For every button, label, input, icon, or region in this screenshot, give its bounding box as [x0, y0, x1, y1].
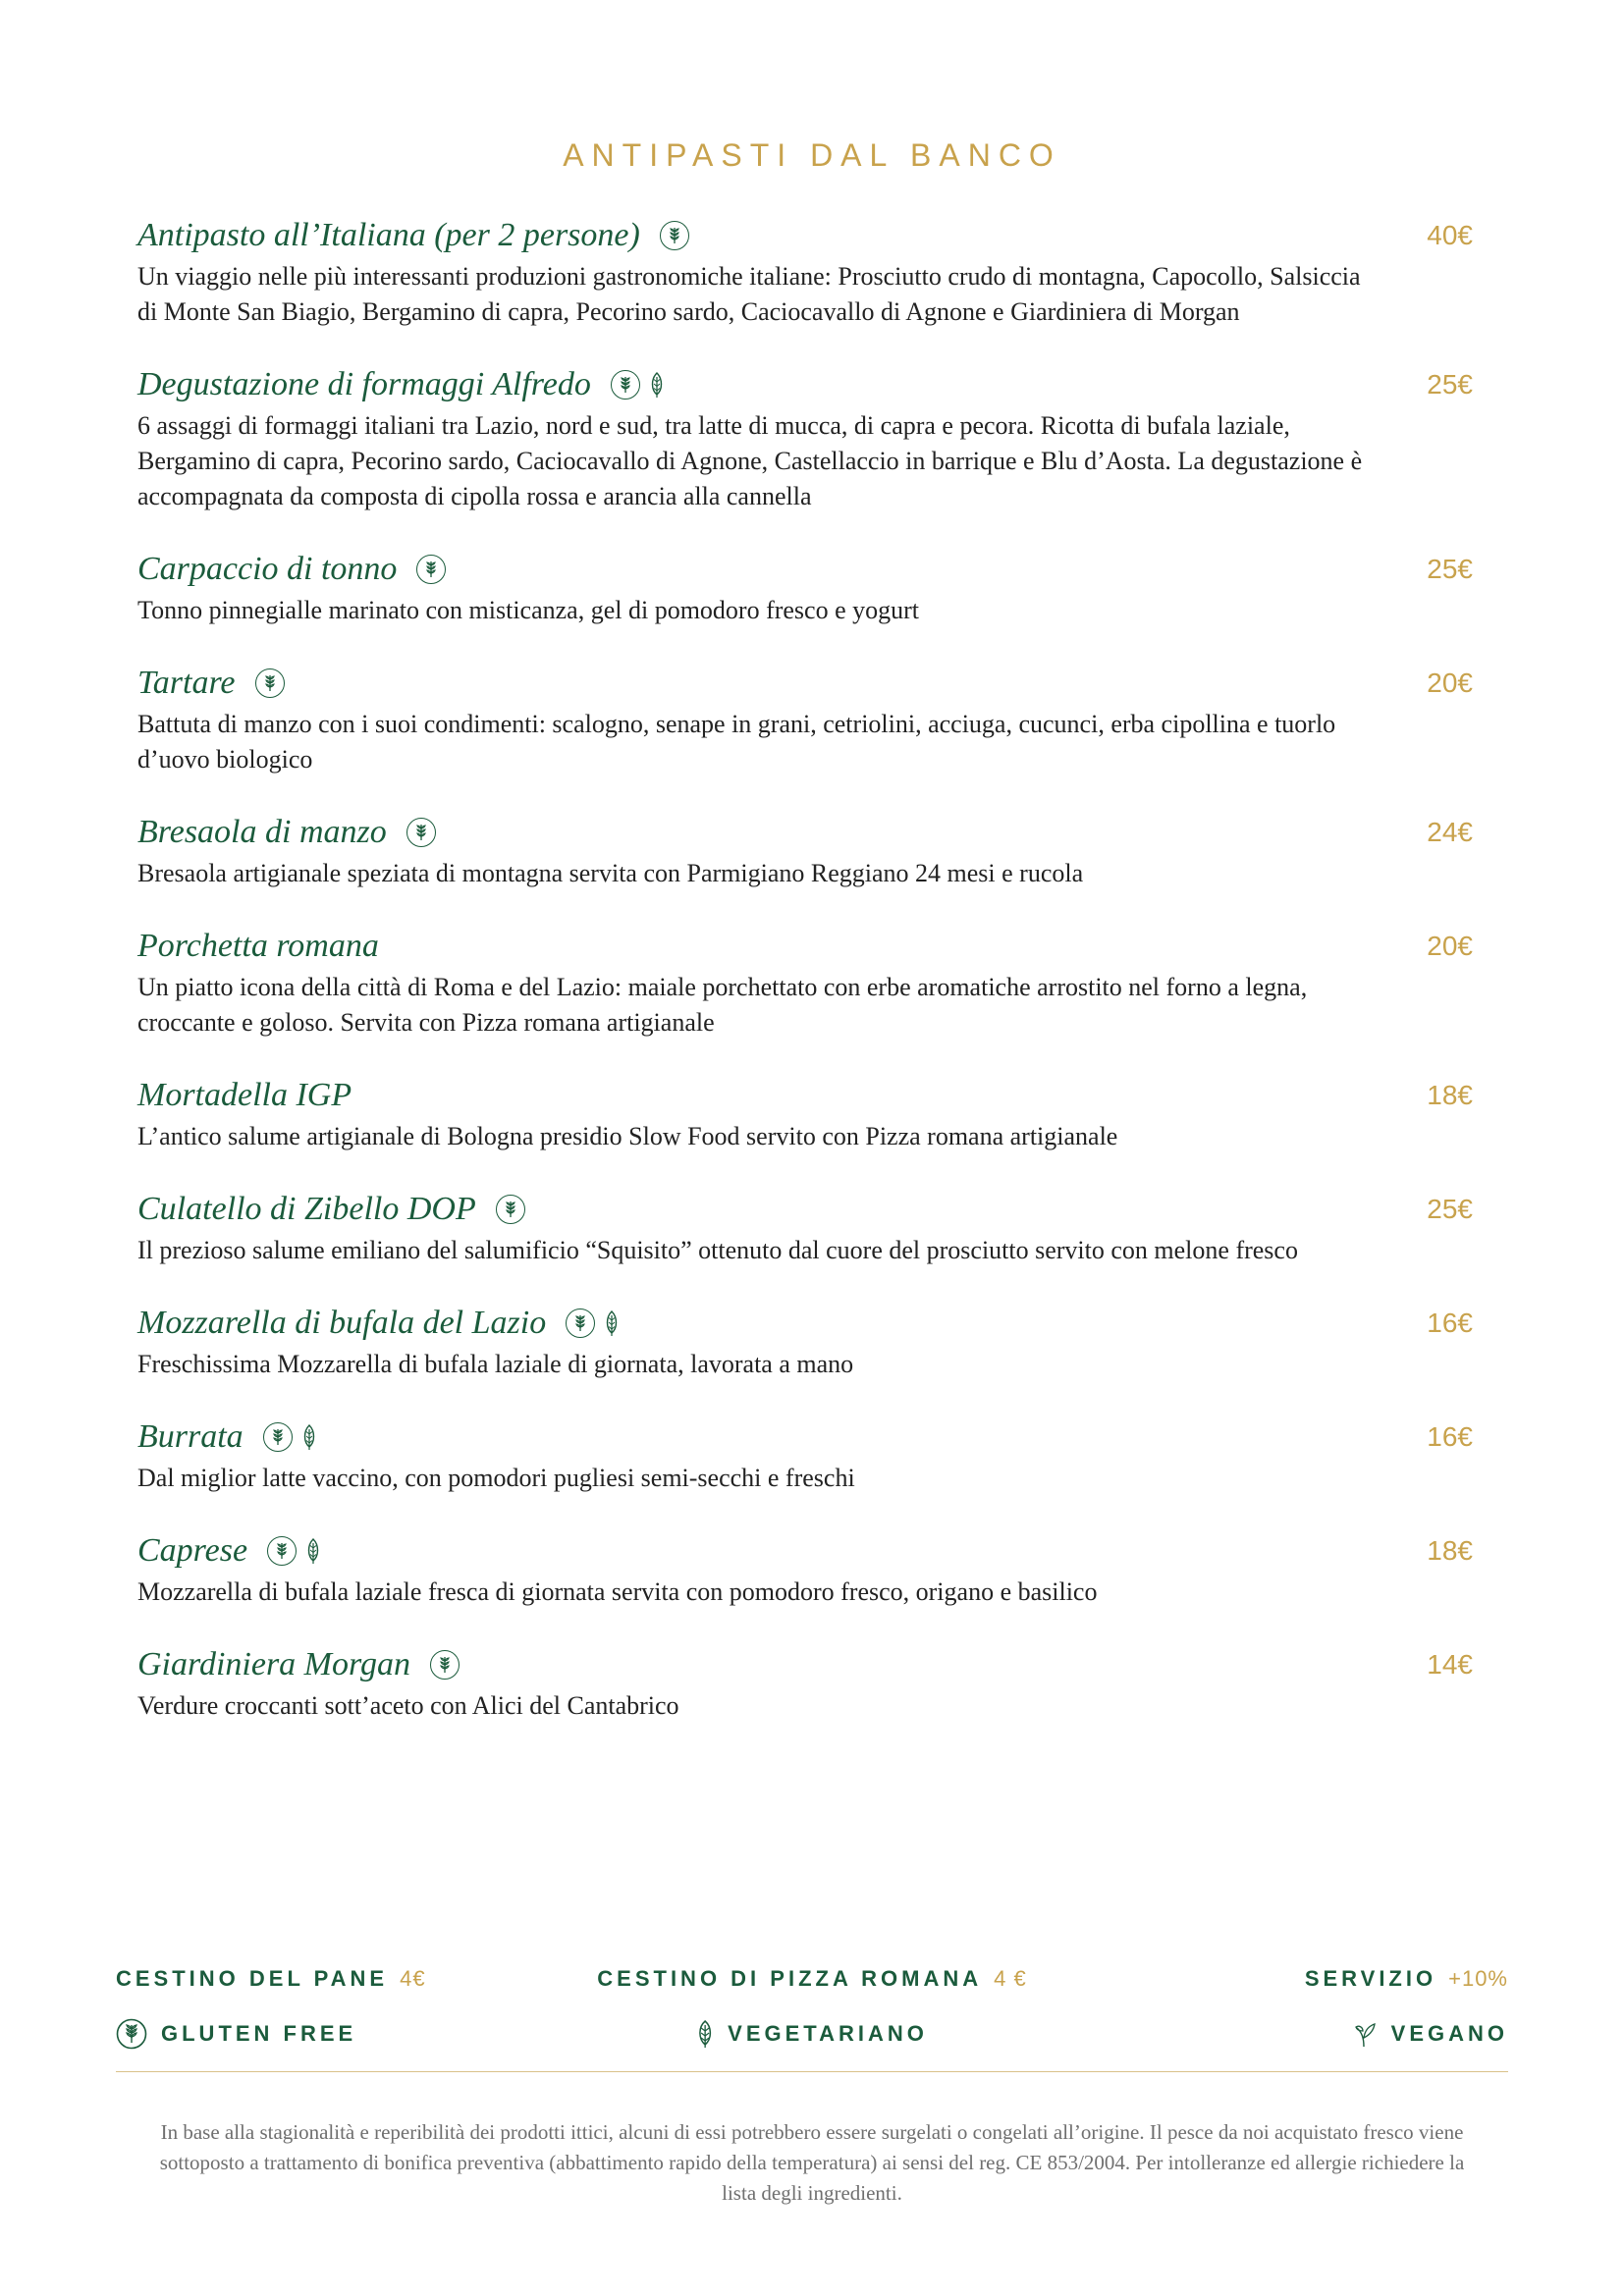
menu-item-description: Il prezioso salume emiliano del salumificio “Squisito” ottenuto dal cuore del prosciutto servito con melone fresco	[137, 1236, 1298, 1264]
menu-item-price: 14€	[1427, 1649, 1473, 1680]
legend-vegan-label: VEGANO	[1390, 2021, 1508, 2046]
section-title: ANTIPASTI DAL BANCO	[563, 137, 1061, 173]
menu-item-description: Bresaola artigianale speziata di montagna servita con Parmigiano Reggiano 24 mesi e rucola	[137, 859, 1084, 887]
menu-item-name: Porchetta romana	[137, 928, 379, 964]
menu-item-price: 25€	[1427, 1194, 1473, 1224]
menu-item-price: 20€	[1427, 667, 1473, 698]
menu-item	[137, 1302, 1473, 1382]
wheat-in-circle-icon	[566, 1308, 595, 1338]
menu-item-name: Caprese	[137, 1532, 248, 1569]
bread-basket	[116, 1959, 426, 1999]
menu-item-header	[137, 811, 1473, 854]
diet-badges	[416, 555, 446, 584]
menu-item	[137, 214, 1473, 330]
wheat-in-circle-icon	[416, 555, 446, 584]
menu-item-header	[137, 1529, 1473, 1573]
wheat-in-circle-icon	[660, 221, 689, 250]
pizza-basket-label: CESTINO DI PIZZA ROMANA	[597, 1966, 983, 1991]
menu-item-description: L’antico salume artigianale di Bologna presidio Slow Food servito con Pizza romana artigianale	[137, 1122, 1118, 1150]
sprout-icon	[1352, 2020, 1378, 2048]
menu-item-header	[137, 1302, 1473, 1345]
service-charge	[1305, 1959, 1508, 1999]
wheat-in-circle-icon	[267, 1536, 297, 1566]
menu-item-price: 25€	[1427, 369, 1473, 400]
menu-item-name: Degustazione di formaggi Alfredo	[137, 366, 591, 402]
menu-item	[137, 1188, 1473, 1268]
menu-item-name: Mortadella IGP	[137, 1077, 352, 1113]
menu-item-description: 6 assaggi di formaggi italiani tra Lazio, nord e sud, tra latte di mucca, di capra e pecora. Ricotta di bufala laziale, Bergamino di capra, Pecorino sardo, Caciocavallo di Agnone, Castellaccio in barrique e Blu d’Aosta. La degustazione è accompagnata da composta di cipolla rossa e arancia alla cannella	[137, 411, 1363, 510]
menu-item	[137, 1529, 1473, 1610]
diet-badges	[263, 1422, 318, 1452]
menu-item	[137, 548, 1473, 628]
menu-item-description: Tonno pinnegialle marinato con misticanza, gel di pomodoro fresco e yogurt	[137, 596, 920, 624]
wheat-in-circle-icon	[263, 1422, 293, 1452]
menu-item-header	[137, 1643, 1473, 1686]
menu-item-header	[137, 214, 1473, 257]
service-value: +10%	[1448, 1966, 1508, 1991]
wheat-in-circle-icon	[255, 668, 285, 698]
menu-item-header	[137, 925, 1473, 968]
menu-item-header	[137, 1188, 1473, 1231]
leaf-icon	[304, 1536, 322, 1566]
menu-item-description: Dal miglior latte vaccino, con pomodori pugliesi semi-secchi e freschi	[137, 1464, 855, 1492]
wheat-in-circle-icon	[430, 1650, 460, 1680]
menu-item-header	[137, 662, 1473, 705]
wheat-in-circle-icon	[406, 818, 436, 847]
menu-item	[137, 1415, 1473, 1496]
menu-item-header	[137, 1074, 1473, 1117]
wheat-in-circle-icon	[116, 2018, 147, 2050]
menu-item-name: Bresaola di manzo	[137, 814, 387, 850]
menu-item-name: Burrata	[137, 1418, 244, 1455]
menu-item-name: Antipasto all’Italiana (per 2 persone)	[137, 217, 640, 253]
menu-item-name: Culatello di Zibello DOP	[137, 1191, 476, 1227]
menu-item-price: 20€	[1427, 931, 1473, 961]
diet-badges	[566, 1308, 621, 1338]
menu-item-header	[137, 548, 1473, 591]
menu-item-price: 16€	[1427, 1421, 1473, 1452]
menu-item-price: 24€	[1427, 817, 1473, 847]
leaf-icon	[300, 1422, 318, 1452]
menu-item	[137, 1074, 1473, 1154]
wheat-in-circle-icon	[611, 370, 640, 400]
legend-vegan	[1352, 2014, 1508, 2054]
menu-item-price: 18€	[1427, 1535, 1473, 1566]
menu-item	[137, 662, 1473, 777]
leaf-icon	[603, 1308, 621, 1338]
legend-gluten-free-label: GLUTEN FREE	[161, 2021, 357, 2046]
menu-item-description: Verdure croccanti sott’aceto con Alici del Cantabrico	[137, 1691, 679, 1720]
pizza-basket	[597, 1959, 1026, 1999]
menu-item-price: 40€	[1427, 220, 1473, 250]
menu-item-price: 16€	[1427, 1308, 1473, 1338]
pizza-basket-price: 4 €	[994, 1966, 1027, 1991]
diet-badges	[496, 1195, 525, 1224]
menu-item-description: Freschissima Mozzarella di bufala laziale di giornata, lavorata a mano	[137, 1350, 854, 1378]
menu-item-description: Un piatto icona della città di Roma e del Lazio: maiale porchettato con erbe aromatiche arrostito nel forno a legna, croccante e goloso. Servita con Pizza romana artigianale	[137, 973, 1308, 1037]
disclaimer-text: In base alla stagionalità e reperibilità dei prodotti ittici, alcuni di essi potrebbero essere surgelati o congelati all’origine. Il pesce da noi acquistato fresco viene sottoposto a trattamento di bonifica preventiva (abbattimento rapido della temperatura) ai sensi del reg. CE 853/2004. Per intolleranze ed allergie richiedere la lista degli ingredienti.	[159, 2120, 1465, 2205]
menu-item	[137, 811, 1473, 891]
leaf-icon	[648, 370, 666, 400]
diet-badges	[430, 1650, 460, 1680]
menu-item-description: Un viaggio nelle più interessanti produzioni gastronomiche italiane: Prosciutto crudo di montagna, Capocollo, Salsiccia di Monte San Biagio, Bergamino di capra, Pecorino sardo, Caciocavallo di Agnone e Giardiniera di Morgan	[137, 262, 1361, 326]
diet-badges	[660, 221, 689, 250]
menu-item-price: 25€	[1427, 554, 1473, 584]
diet-badges	[611, 370, 666, 400]
menu-item-description: Mozzarella di bufala laziale fresca di giornata servita con pomodoro fresco, origano e basilico	[137, 1577, 1098, 1606]
footer	[116, 1959, 1508, 2069]
footer-divider	[116, 2071, 1508, 2072]
menu-item-name: Carpaccio di tonno	[137, 551, 398, 587]
menu-item-header	[137, 363, 1473, 406]
extras-row	[116, 1959, 1508, 1999]
menu-item	[137, 925, 1473, 1041]
bread-basket-price: 4€	[400, 1966, 426, 1991]
legend-vegetarian-label: VEGETARIANO	[728, 2021, 928, 2046]
menu-item-price: 18€	[1427, 1080, 1473, 1110]
menu-item-name: Giardiniera Morgan	[137, 1646, 410, 1682]
leaf-icon	[696, 2019, 714, 2049]
legend-gluten-free	[116, 2014, 356, 2054]
legend-vegetarian	[696, 2014, 928, 2054]
service-label: SERVIZIO	[1304, 1966, 1437, 1991]
menu-item-header	[137, 1415, 1473, 1459]
diet-badges	[406, 818, 436, 847]
menu-item	[137, 1643, 1473, 1724]
diet-badges	[255, 668, 285, 698]
menu-item-name: Tartare	[137, 665, 236, 701]
menu-item-name: Mozzarella di bufala del Lazio	[137, 1305, 547, 1341]
legend-row	[116, 2014, 1508, 2054]
bread-basket-label: CESTINO DEL PANE	[116, 1966, 389, 1991]
diet-badges	[267, 1536, 322, 1566]
wheat-in-circle-icon	[496, 1195, 525, 1224]
menu-item-description: Battuta di manzo con i suoi condimenti: scalogno, senape in grani, cetriolini, acciuga, cucunci, erba cipollina e tuorlo d’uovo biologico	[137, 710, 1336, 774]
menu-list	[137, 214, 1473, 1757]
menu-item	[137, 363, 1473, 514]
